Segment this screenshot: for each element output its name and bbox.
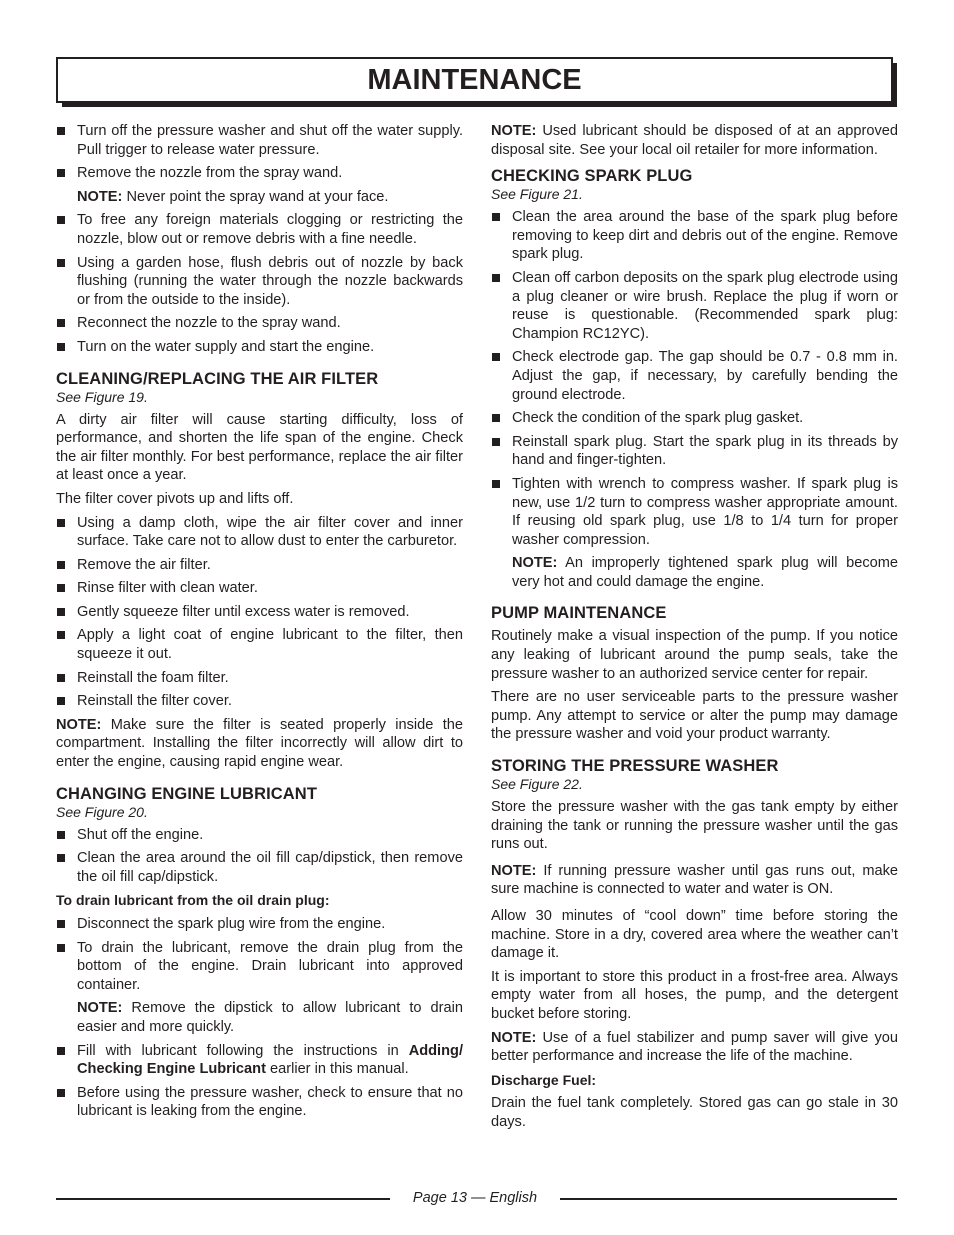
- drain-list: [56, 915, 463, 994]
- list-item: Reinstall the filter cover.: [56, 692, 463, 711]
- footer-rule-left: [56, 1198, 390, 1200]
- bullet-icon: [492, 274, 500, 282]
- list-item: Gently squeeze filter until excess water is removed.: [56, 603, 463, 622]
- list-item: Check the condition of the spark plug gasket.: [491, 409, 898, 428]
- footer-rule-right: [560, 1198, 897, 1200]
- air-filter-list: [56, 514, 463, 711]
- list-item: Turn on the water supply and start the engine.: [56, 338, 463, 357]
- bullet-icon: [57, 561, 65, 569]
- list-item: To free any foreign materials clogging or restricting the nozzle, blow out or remove debris with a fine needle.: [56, 211, 463, 248]
- bullet-icon: [57, 854, 65, 862]
- list-item: Remove the nozzle from the spray wand.: [56, 164, 463, 183]
- paragraph: Allow 30 minutes of “cool down” time before storing the machine. Store in a dry, covered area where the weather can’t damage it.: [491, 908, 898, 962]
- section-heading-spark-plug: CHECKING SPARK PLUG: [491, 167, 693, 186]
- fill-list: [56, 1042, 463, 1121]
- bullet-icon: [57, 631, 65, 639]
- bullet-icon: [57, 1089, 65, 1097]
- section-heading-air-filter: CLEANING/REPLACING THE AIR FILTER: [56, 369, 379, 388]
- bullet-icon: [57, 584, 65, 592]
- subheading: Discharge Fuel:: [491, 1071, 597, 1088]
- list-item: Disconnect the spark plug wire from the engine.: [56, 915, 463, 934]
- list-item: Shut off the engine.: [56, 826, 463, 845]
- note: NOTE: An improperly tightened spark plug will become very hot and could damage the engine.: [512, 555, 898, 590]
- paragraph: Drain the fuel tank completely. Stored gas can go stale in 30 days.: [491, 1095, 898, 1130]
- bullet-icon: [57, 319, 65, 327]
- note: NOTE: Never point the spray wand at your face.: [77, 188, 389, 205]
- note: NOTE: Used lubricant should be disposed of at an approved disposal site. See your local oil retailer for more information.: [491, 123, 898, 158]
- figure-reference: See Figure 19.: [56, 388, 148, 405]
- paragraph: It is important to store this product in a frost-free area. Always empty water from all hoses, the pump, and the detergent bucket before storing.: [491, 968, 898, 1022]
- paragraph: A dirty air filter will cause starting difficulty, loss of performance, and shorten the life span of the engine. Check the air filter monthly. For best performance, replace the air filter at least once a year.: [56, 411, 463, 484]
- figure-reference: See Figure 21.: [491, 186, 583, 203]
- section-heading-lubricant: CHANGING ENGINE LUBRICANT: [56, 784, 317, 803]
- paragraph: Routinely make a visual inspection of the pump. If you notice any leaking of lubricant around the pump seals, take the pressure washer to an authorized service center for repair.: [491, 628, 898, 682]
- list-item: Clean the area around the oil fill cap/dipstick, then remove the oil fill cap/dipstick.: [56, 849, 463, 886]
- header-box: [56, 57, 893, 103]
- bullet-icon: [57, 697, 65, 705]
- list-item: Reinstall the foam filter.: [56, 669, 463, 688]
- bullet-icon: [57, 831, 65, 839]
- list-item: Reinstall spark plug. Start the spark plug in its threads by hand and finger-tighten.: [491, 433, 898, 470]
- note: NOTE: If running pressure washer until gas runs out, make sure machine is connected to water and water is ON.: [491, 862, 898, 898]
- list-item: Before using the pressure washer, check to ensure that no lubricant is leaking from the engine.: [56, 1084, 463, 1121]
- bullet-icon: [57, 216, 65, 224]
- page-footer: [56, 1189, 897, 1209]
- bullet-icon: [492, 213, 500, 221]
- bullet-icon: [57, 343, 65, 351]
- list-item: Tighten with wrench to compress washer. If spark plug is new, use 1/2 turn to compress washer appropriate amount. If reusing old spark plug, use 1/8 to 1/4 turn for proper washer compression.: [491, 475, 898, 549]
- list-item: To drain the lubricant, remove the drain plug from the bottom of the engine. Drain lubricant into approved container.: [56, 939, 463, 995]
- list-item: Clean off carbon deposits on the spark plug electrode using a plug cleaner or wire brush. Replace the plug if worn or reuse is questionable. (Recommended spark plug: Champion RC12YC).: [491, 269, 898, 343]
- list-item: Clean the area around the base of the spark plug before removing to keep dirt and debris out of the engine. Remove spark plug.: [491, 208, 898, 264]
- list-item: Using a garden hose, flush debris out of nozzle by back flushing (running the water through the nozzle backwards or from the outside to the inside).: [56, 254, 463, 310]
- intro-list-2: [56, 211, 463, 356]
- page-title: MAINTENANCE: [367, 63, 582, 96]
- list-item: Check electrode gap. The gap should be 0.7 - 0.8 mm in. Adjust the gap, if necessary, by carefully bending the ground electrode.: [491, 348, 898, 404]
- bullet-icon: [57, 608, 65, 616]
- bullet-icon: [492, 414, 500, 422]
- list-item: Apply a light coat of engine lubricant to the filter, then squeeze it out.: [56, 626, 463, 663]
- page-number: Page 13 — English: [412, 1190, 538, 1206]
- bullet-icon: [57, 127, 65, 135]
- list-item: Using a damp cloth, wipe the air filter cover and inner surface. Take care not to allow dust to enter the carburetor.: [56, 514, 463, 551]
- list-item: Reconnect the nozzle to the spray wand.: [56, 314, 463, 333]
- spark-list: [491, 208, 898, 549]
- note: NOTE: Remove the dipstick to allow lubricant to drain easier and more quickly.: [77, 1000, 463, 1035]
- paragraph: There are no user serviceable parts to the pressure washer pump. Any attempt to service or alter the pump may damage the pressure washer and void your product warranty.: [491, 689, 898, 743]
- section-heading-pump: PUMP MAINTENANCE: [491, 604, 667, 623]
- intro-list: [56, 122, 463, 183]
- right-column: [491, 122, 898, 1137]
- figure-reference: See Figure 22.: [491, 776, 583, 793]
- paragraph: Store the pressure washer with the gas tank empty by either draining the tank or running the pressure washer until the gas runs out.: [491, 799, 898, 853]
- bullet-icon: [492, 480, 500, 488]
- list-item: Rinse filter with clean water.: [56, 579, 463, 598]
- list-item: Remove the air filter.: [56, 556, 463, 575]
- bullet-icon: [492, 353, 500, 361]
- left-column: [56, 122, 463, 1126]
- paragraph: The filter cover pivots up and lifts off.: [56, 490, 294, 507]
- bullet-icon: [57, 1047, 65, 1055]
- list-item: Fill with lubricant following the instructions in Adding/ Checking Engine Lubricant earlier in this manual.: [56, 1042, 463, 1079]
- note: NOTE: Use of a fuel stabilizer and pump saver will give you better performance and increase the life of the machine.: [491, 1029, 898, 1065]
- section-heading-storing: STORING THE PRESSURE WASHER: [491, 757, 779, 776]
- bullet-icon: [57, 169, 65, 177]
- bullet-icon: [57, 920, 65, 928]
- bullet-icon: [57, 519, 65, 527]
- bullet-icon: [57, 944, 65, 952]
- note: NOTE: Make sure the filter is seated properly inside the compartment. Installing the filter incorrectly will allow dirt to enter the engine, causing rapid engine wear.: [56, 716, 463, 771]
- figure-reference: See Figure 20.: [56, 803, 148, 820]
- page-header: [56, 57, 897, 107]
- bullet-icon: [57, 259, 65, 267]
- bullet-icon: [492, 438, 500, 446]
- bullet-icon: [57, 674, 65, 682]
- lubricant-list: [56, 826, 463, 887]
- list-item: Turn off the pressure washer and shut off the water supply. Pull trigger to release water pressure.: [56, 122, 463, 159]
- subheading: To drain lubricant from the oil drain plug:: [56, 892, 330, 909]
